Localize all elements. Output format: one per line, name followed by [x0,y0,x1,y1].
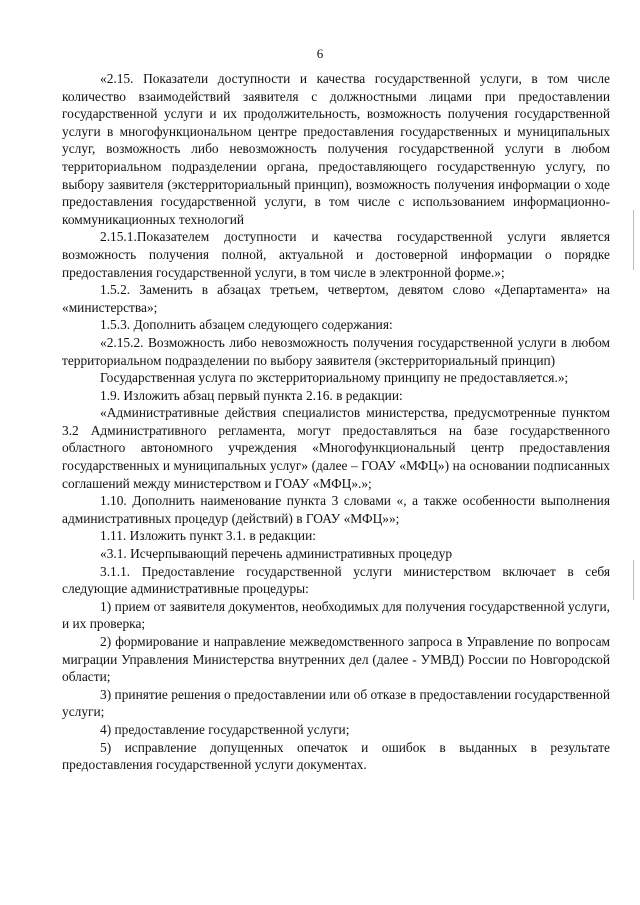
list-item-2: 2) формирование и направление межведомственного запроса в Управление по вопросам миграции Управления Министерства внутренних дел (далее - УМВД) России по Новгородской области; [62,634,610,685]
paragraph-2-15-1: 2.15.1.Показателем доступности и качества государственной услуги является возможность получения полной, актуальной и достоверной информации о порядке предоставления государственной услуги, в том числе в электронной форме.»; [62,229,610,280]
paragraph-3-1-1: 3.1.1. Предоставление государственной услуги министерством включает в себя следующие административные процедуры: [62,563,610,597]
paragraph-1-5-2: 1.5.2. Заменить в абзацах третьем, четвертом, девятом слово «Департамента» на «министерства»; [62,282,610,315]
paragraph-2-15: «2.15. Показатели доступности и качества государственной услуги, в том числе количество взаимодействий заявителя с должностными лицами при предоставлении государственной услуги и их продолжительность, возможность получения государственной услуги в многофункциональном центре предоставления государственных и муниципальных услуг, возможность либо невозможность получения государственной услуги в любом территориальном подразделении органа, предоставляющего государственную услугу, по выбору заявителя (экстерриториальный принцип), возможность получения информации о ходе предоставления государственной услуги, в том числе с использованием информационно-коммуникационных технологий [62,71,610,227]
paragraph-1-9: 1.9. Изложить абзац первый пункта 2.16. в редакции: [100,387,403,403]
paragraph-3-1: «3.1. Исчерпывающий перечень административных процедур [100,546,453,562]
document-body [62,70,610,774]
paragraph-1-11: 1.11. Изложить пункт 3.1. в редакции: [100,528,316,544]
list-item-4: 4) предоставление государственной услуги; [100,721,350,737]
paragraph-extraterritorial: Государственная услуга по экстерриториальному принципу не предоставляется.»; [100,370,569,386]
paragraph-2-15-2: «2.15.2. Возможность либо невозможность получения государственной услуги в любом территориальном подразделении по выбору заявителя (экстерриториальный принцип) [62,334,610,368]
paragraph-1-10: 1.10. Дополнить наименование пункта 3 словами «, а также особенности выполнения административных процедур (действий) в ГОАУ «МФЦ»»; [62,493,610,526]
list-item-5: 5) исправление допущенных опечаток и ошибок в выданных в результате предоставления государственной услуги документах. [62,739,610,773]
list-item-3: 3) принятие решения о предоставлении или об отказе в предоставлении государственной услуги; [62,686,610,720]
list-item-1: 1) прием от заявителя документов, необходимых для получения государственной услуги, и их проверка; [62,598,610,632]
paragraph-admin-actions: «Административные действия специалистов министерства, предусмотренные пунктом 3.2 Административного регламента, могут предоставляться на базе государственного областного автономного учреждения «Многофункциональный центр предоставления государственных и муниципальных услуг» (далее – ГОАУ «МФЦ») на основании подписанных соглашений между министерством и ГОАУ «МФЦ».»; [62,405,610,491]
page-number: 6 [316,46,324,61]
paragraph-1-5-3: 1.5.3. Дополнить абзацем следующего содержания: [100,317,393,333]
scan-edge-mark [633,210,634,270]
scan-edge-mark [633,560,634,600]
